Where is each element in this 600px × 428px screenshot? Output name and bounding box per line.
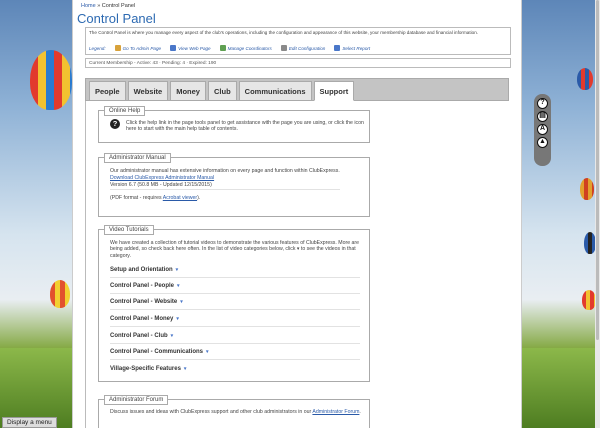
legend-row [89,45,370,51]
online-help-text: Click the help link in the page tools panel to get assistance with the page you are using, or click the icon here to start with the main help table of contents. [126,120,364,133]
wrench-icon [281,45,287,51]
page-tools-panel [534,94,551,166]
category-label: Setup and Orientation [110,267,173,273]
scrollbar-thumb[interactable] [596,0,599,340]
tab-club[interactable]: Club [208,81,237,101]
pdf-note-prefix: (PDF format - requires [110,194,163,201]
divider [110,189,340,190]
legend-item-report [334,45,370,51]
hot-air-balloon [580,178,594,200]
divider [110,277,360,278]
category-label: Control Panel - People [110,283,175,289]
admin-forum-section [98,399,370,428]
chevron-down-icon[interactable]: ▾ [175,267,179,273]
admin-manual-section [98,157,370,217]
video-category-website[interactable] [110,299,183,305]
category-label: Control Panel - Website [110,299,178,305]
intro-text: The Control Panel is where you manage every aspect of the club's operations, including the configuration and appearance of this website, your membership database and financial information. [89,30,479,35]
print-icon[interactable]: ▤ [537,111,548,122]
legend-item-configuration [281,45,326,51]
tab-communications[interactable]: Communications [239,81,312,101]
tab-website[interactable]: Website [128,81,169,101]
admin-forum-link[interactable]: Administrator Forum [312,409,360,415]
support-tab-content [85,101,509,428]
video-tutorials-section [98,229,370,382]
category-label: Control Panel - Club [110,333,168,339]
video-category-people[interactable] [110,283,180,289]
legend-item-label: Edit Configuration [288,45,326,51]
breadcrumb-separator: » [97,3,101,9]
tab-money[interactable]: Money [170,81,206,101]
video-tutorials-text: We have created a collection of tutorial videos to demonstrate the various features of ClubExpress. More are being added, so check back here often. In the list of video categories below, click ▾ to see the videos in that category. [110,240,360,259]
membership-status: Current Membership - Active: 43 · Pending: 4 · Expired: 190 [85,58,511,68]
admin-manual-text: Our administrator manual has extensive information on every page and function within ClubExpress. [110,168,340,174]
admin-forum-text-suffix: . [359,409,361,415]
hot-air-balloon [582,290,596,310]
legend-item-label: Manage Coordinators [227,45,272,51]
breadcrumb-home-link[interactable]: Home [81,3,96,9]
chevron-down-icon[interactable]: ▾ [180,299,183,305]
pdf-note [110,195,365,201]
divider [110,293,360,294]
category-label: Control Panel - Money [110,316,174,322]
display-menu-button[interactable]: Display a menu [2,417,57,428]
divider [110,309,360,310]
video-category-communications[interactable] [110,349,209,355]
manual-version: Version 6.7 (50.8 MB - Updated 12/15/2015) [110,181,212,188]
legend-label: Legend: [89,45,106,51]
chevron-down-icon[interactable]: ▾ [206,349,209,355]
legend-item-label: Select Report [342,45,371,51]
chevron-down-icon[interactable]: ▾ [177,283,180,289]
pdf-note-suffix: ). [197,194,201,201]
legend-item-label: Go To Admin Page [122,45,162,51]
legend-item-coordinators [220,45,272,51]
report-icon [334,45,340,51]
divider [110,359,360,360]
pencil-icon [115,45,121,51]
category-label: Village-Specific Features [110,366,181,372]
video-category-money[interactable] [110,316,179,322]
chevron-down-icon[interactable]: ▾ [183,366,187,372]
chevron-down-icon[interactable]: ▾ [170,333,174,339]
online-help-section [98,110,370,143]
legend-item-label: View Web Page [178,45,211,51]
legend-item-admin-page [115,45,161,51]
tab-people[interactable]: People [89,81,126,101]
help-icon[interactable]: ? [110,119,120,129]
admin-forum-text-prefix: Discuss issues and ideas with ClubExpress support and other club administrators in our [110,409,313,415]
text-size-icon[interactable]: A [537,124,548,135]
intro-box [85,27,511,55]
scroll-top-icon[interactable]: ▲ [537,137,548,148]
admin-forum-text [110,409,366,415]
help-icon[interactable]: ? [537,98,548,109]
hot-air-balloon [577,68,593,90]
page-title: Control Panel [77,11,156,26]
hot-air-balloon [30,50,72,110]
admin-manual-body [110,168,365,201]
video-category-setup[interactable] [110,267,178,273]
web-page-icon [170,45,176,51]
divider [110,343,360,344]
chevron-down-icon[interactable]: ▾ [176,316,179,322]
breadcrumb-current: Control Panel [101,3,136,9]
video-category-club[interactable] [110,333,173,339]
admin-forum-title: Administrator Forum [104,395,168,405]
admin-manual-title: Administrator Manual [104,153,171,163]
tab-bar [85,78,509,101]
category-label: Control Panel - Communications [110,349,204,355]
video-tutorials-title: Video Tutorials [104,225,154,235]
acrobat-viewer-link[interactable]: Acrobat viewer [162,194,198,201]
hot-air-balloon [50,280,70,308]
main-content-panel [72,0,522,428]
divider [110,326,360,327]
people-icon [220,45,226,51]
online-help-title: Online Help [104,106,145,116]
breadcrumb [81,3,135,9]
legend-item-web-page [170,45,211,51]
tab-support[interactable]: Support [314,81,355,101]
download-manual-link[interactable]: Download ClubExpress Administrator Manual [110,175,215,182]
video-category-village[interactable] [110,366,186,372]
